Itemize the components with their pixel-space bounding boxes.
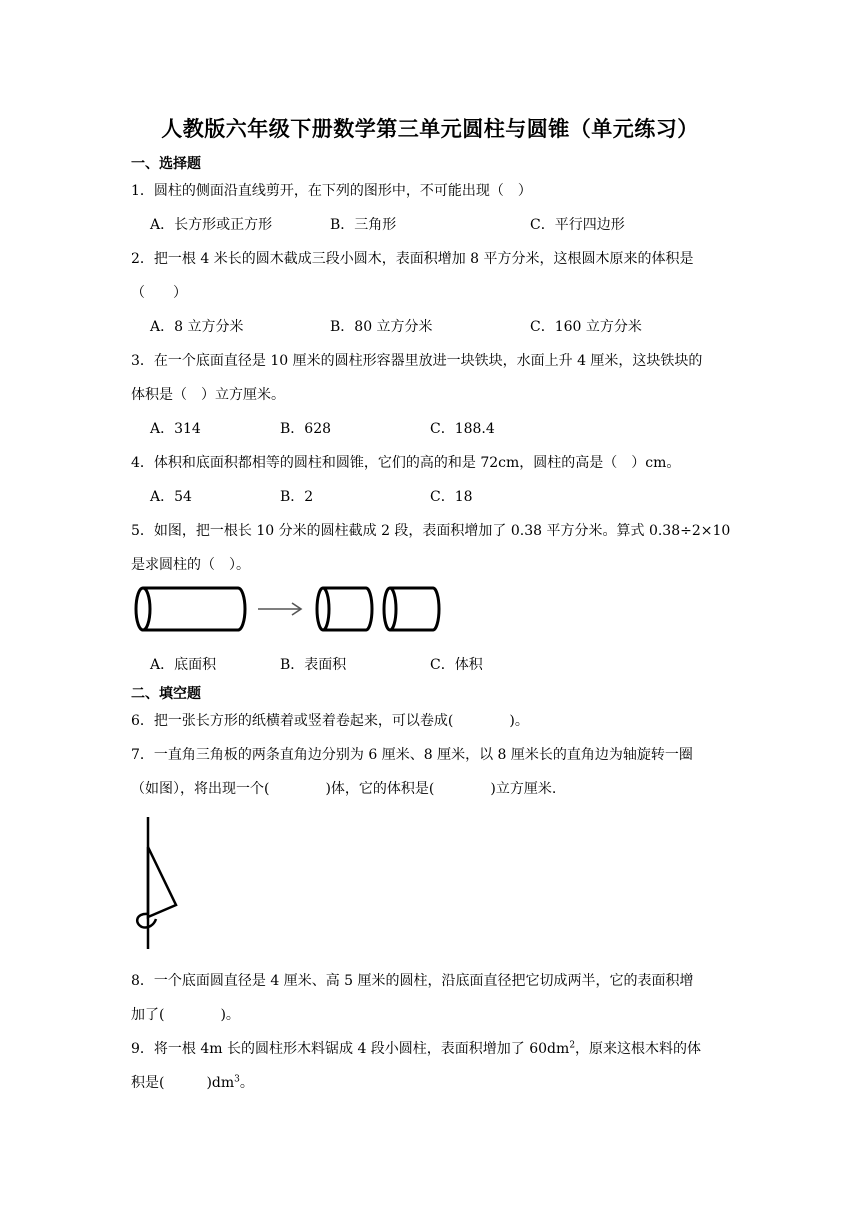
question-5-option-b: B．表面积 [280, 657, 347, 673]
question-3-stem-line1: 3．在一个底面直径是 10 厘米的圆柱形容器里放进一块铁块，水面上升 4 厘米，这块铁块的 [131, 353, 703, 369]
rotating-triangle-figure [128, 815, 188, 951]
question-3-option-b: B．628 [280, 421, 332, 437]
question-3-option-c: C．188.4 [430, 421, 495, 437]
question-2-option-b: B．80 立方分米 [330, 319, 433, 335]
question-7-stem-line1: 7．一直角三角板的两条直角边分别为 6 厘米、8 厘米，以 8 厘米长的直角边为轴旋转一圈 [131, 747, 693, 763]
question-1-option-c: C．平行四边形 [530, 217, 625, 233]
question-3-stem-line2: 体积是（ ）立方厘米。 [131, 387, 285, 403]
question-2-stem-line2: （ ） [131, 285, 187, 301]
long-cylinder-left-end [136, 588, 150, 630]
question-5-stem-line1: 5．如图，把一根长 10 分米的圆柱截成 2 段，表面积增加了 0.38 平方分米。算式 0.38÷2×10 [131, 523, 731, 539]
question-2-option-c: C．160 立方分米 [530, 319, 642, 335]
question-3-option-a: A．314 [150, 421, 201, 437]
question-4-option-b: B．2 [280, 489, 314, 505]
question-9-stem-line1: 9．将一根 4m 长的圆柱形木料锯成 4 段小圆柱，表面积增加了 $60dm^2$，原来这根木料的体 [131, 1040, 702, 1057]
question-4-option-a: A．54 [150, 489, 192, 505]
question-6-stem: 6．把一张长方形的纸横着或竖着卷起来，可以卷成( )。 [131, 713, 529, 729]
question-5-option-a: A．底面积 [150, 657, 217, 673]
question-7-stem-line2: （如图），将出现一个( )体，它的体积是( )立方厘米. [131, 781, 557, 797]
section-fill-heading: 二、填空题 [131, 686, 201, 702]
question-1-option-b: B．三角形 [330, 217, 397, 233]
question-8-stem-line1: 8．一个底面圆直径是 4 厘米、高 5 厘米的圆柱，沿底面直径把它切成两半，它的表面积增 [131, 973, 694, 989]
cylinder-cut-figure [128, 582, 448, 638]
page-title: 人教版六年级下册数学第三单元圆柱与圆锥（单元练习） [161, 116, 699, 141]
question-2-option-a: A．8 立方分米 [150, 319, 244, 335]
question-1-option-a: A．长方形或正方形 [150, 217, 273, 233]
question-9-stem-line2: 积是( )$dm^3$。 [131, 1074, 254, 1091]
question-5-option-c: C．体积 [430, 657, 483, 673]
question-4-stem: 4．体积和底面积都相等的圆柱和圆锥，它们的高的和是 72cm，圆柱的高是（ ）cm。 [131, 455, 681, 471]
question-2-stem-line1: 2．把一根 4 米长的圆木截成三段小圆木，表面积增加 8 平方分米，这根圆木原来的体积是 [131, 251, 694, 267]
right-triangle [148, 847, 176, 917]
section-choice-heading: 一、选择题 [131, 156, 201, 172]
question-5-stem-line2: 是求圆柱的（ ）。 [131, 557, 250, 573]
question-1-stem: 1．圆柱的侧面沿直线剪开，在下列的图形中，不可能出现（ ） [131, 183, 532, 199]
question-8-stem-line2: 加了( )。 [131, 1007, 240, 1023]
question-4-option-c: C．18 [430, 489, 473, 505]
